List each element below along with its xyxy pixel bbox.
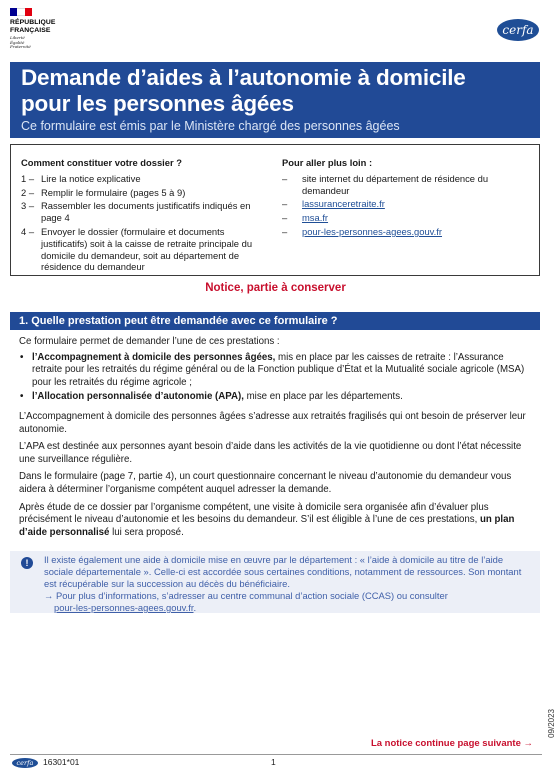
dossier-step — [21, 226, 271, 273]
prestation-text — [32, 352, 531, 390]
step-number: 3 – — [21, 200, 35, 212]
further-info-item — [282, 173, 532, 197]
link-personnes-agees-callout[interactable]: pour-les-personnes-agees.gouv.fr — [54, 602, 194, 613]
step-text: Rassembler les documents justificatifs indiqués en page 4 — [41, 200, 251, 224]
prestation-name: l’Accompagnement à domicile des personnes âgées, — [32, 351, 276, 363]
link-lassuranceretraite[interactable]: lassuranceretraite.fr — [302, 198, 385, 210]
section-intro: Ce formulaire permet de demander l’une de ces prestations : — [19, 336, 280, 347]
bullet-icon: • — [20, 391, 24, 403]
info-icon: ! — [21, 557, 33, 569]
info-callout — [10, 551, 540, 613]
further-info-item — [282, 198, 532, 210]
section-1-title: 1. Quelle prestation peut être demandée avec ce formulaire ? — [10, 312, 540, 330]
footer-divider — [10, 754, 542, 755]
item-dash: – — [282, 198, 288, 210]
callout-more-text: → Pour plus d’informations, s’adresser au centre communal d’action sociale (CCAS) ou consulter — [44, 590, 448, 601]
para4-end: lui sera proposé. — [109, 526, 184, 538]
prestation-desc: mis en place par les caisses de retraite : l’Assurance retraite pour les retraités du régime général ou de la Fonction publique d’État et la Mutualité sociale agricole (MSA) pour les retraités du régime agricole ; — [32, 351, 525, 388]
step-text: Remplir le formulaire (pages 5 à 9) — [41, 186, 186, 198]
callout-text: Il existe également une aide à domicile mise en œuvre par le département : « l’aide à domicile au titre de l’aide sociale départementale ». Celle-ci est accordée sous certaines conditions, notamment de ressources. Son montant est récupérable sur la succession au décès du bénéficiaire. — [44, 554, 522, 589]
cerfa-logo: cerfa — [497, 19, 539, 41]
prestation-text — [32, 391, 403, 404]
further-info-item — [282, 226, 532, 238]
paragraph: L’APA est destinée aux personnes ayant besoin d’aide dans les activités de la vie quotidienne ou dont l’état nécessite une surveillance régulière. — [19, 441, 522, 465]
page-number: 1 — [271, 757, 276, 767]
dossier-steps-column — [21, 157, 271, 275]
item-text: site internet du département de résidence du demandeur — [302, 172, 489, 196]
page-title-line2: pour les personnes âgées — [21, 91, 294, 116]
link-msa[interactable]: msa.fr — [302, 212, 329, 224]
prestation-desc: mise en place par les départements. — [243, 391, 403, 403]
paragraph: L’Accompagnement à domicile des personnes âgées s’adresse aux retraités fragilisés qui ont besoin de préserver leur autonomie. — [19, 410, 526, 435]
logo-motto — [10, 36, 70, 50]
dossier-step — [21, 200, 271, 224]
step-text: Envoyer le dossier (formulaire et documents justificatifs) soit à la caisse de retraite principale du domicile du demandeur, soit au département de résidence du demandeur — [41, 225, 253, 273]
para4-start: Après étude de ce dossier par l’organisme compétent, une visite à domicile sera organisée afin d’évaluer plus précisément le niveau d’autonomie et les besoins du demandeur. S’il est éligible à l’une de ces prestations, — [19, 501, 489, 526]
link-personnes-agees[interactable]: pour-les-personnes-agees.gouv.fr — [302, 225, 443, 237]
french-flag-icon — [10, 8, 32, 16]
page-title-line1: Demande d’aides à l’autonomie à domicile — [21, 65, 466, 90]
motto-liberte: Liberté — [10, 35, 25, 40]
dossier-info-box — [10, 144, 540, 276]
section-1-body — [19, 336, 531, 544]
edition-date: 09/2023 — [547, 709, 556, 738]
page-subtitle: Ce formulaire est émis par le Ministère chargé des personnes âgées — [21, 119, 400, 133]
logo-line2: FRANÇAISE — [10, 26, 51, 34]
prestation-item — [19, 391, 531, 404]
prestation-name: l’Allocation personnalisée d’autonomie (APA), — [32, 391, 244, 403]
dossier-step — [21, 187, 271, 199]
title-banner — [10, 62, 540, 138]
bullet-icon: • — [20, 351, 24, 363]
item-dash: – — [282, 172, 288, 184]
motto-fraternite: Fraternité — [10, 44, 31, 50]
item-dash: – — [282, 212, 288, 224]
republique-francaise-logo — [10, 8, 70, 50]
prestation-item — [19, 352, 531, 390]
paragraph — [19, 502, 531, 540]
cerfa-small-logo: cerfa — [12, 758, 38, 768]
further-info-column — [282, 157, 532, 240]
step-number: 1 – — [21, 172, 35, 184]
step-number: 4 – — [21, 225, 35, 237]
dossier-heading: Comment constituer votre dossier ? — [21, 157, 182, 168]
dossier-step — [21, 173, 271, 185]
para4-bold: un plan d’aide personnalisé — [19, 514, 515, 538]
paragraph: Dans le formulaire (page 7, partie 4), un court questionnaire concernant le niveau d’autonomie du demandeur vous aidera à déterminer l’organisme compétent auquel adresser la demande. — [19, 471, 512, 495]
further-info-heading: Pour aller plus loin : — [282, 157, 373, 168]
continue-next-page: La notice continue page suivante → — [370, 738, 533, 749]
step-text: Lire la notice explicative — [41, 172, 141, 184]
motto-egalite: Égalité — [10, 39, 25, 45]
notice-keep-label: Notice, partie à conserver — [205, 282, 346, 294]
further-info-item — [282, 212, 532, 224]
prestation-list — [19, 352, 531, 404]
step-number: 2 – — [21, 186, 35, 198]
logo-line1: RÉPUBLIQUE — [10, 19, 56, 26]
callout-more — [44, 590, 532, 614]
callout-link-end: . — [193, 602, 197, 613]
item-dash: – — [282, 225, 288, 237]
cerfa-number: 16301*01 — [43, 757, 80, 767]
